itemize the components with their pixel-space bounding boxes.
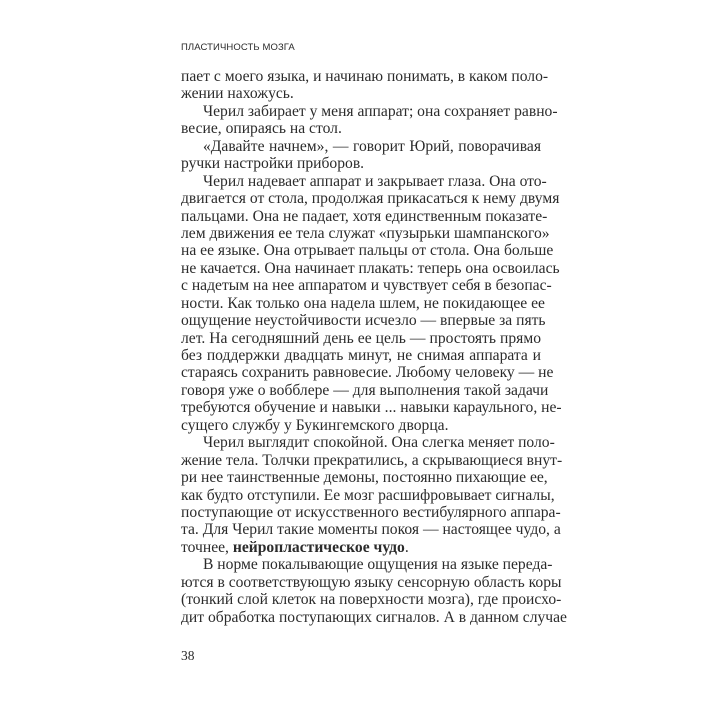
text-line: ощущение неустойчивости исчезло — впервые за пять	[181, 312, 546, 330]
text-line: ри нее таинственные демоны, постоянно пихающие ее,	[181, 469, 548, 487]
text-line: Черил забирает у меня аппарат; она сохраняет равно-	[203, 102, 558, 120]
text-line: как будто отступили. Ее мозг расшифровывает сигналы,	[181, 486, 555, 504]
text-line: ности. Как только она надела шлем, не покидающее ее	[181, 294, 545, 312]
text-line: (тонкий слой клеток на поверхности мозга), где происхо-	[181, 591, 562, 609]
body-text	[181, 68, 567, 626]
page-number: 38	[181, 648, 195, 663]
text-line-with-bold	[181, 539, 541, 556]
text-line: лет. На сегодняшний день ее цель — простоять прямо	[181, 329, 541, 347]
text-segment: .	[404, 538, 409, 556]
text-segment: точнее,	[181, 538, 233, 556]
text-line: лем движения ее тела служат «пузырьки шампанского»	[181, 224, 550, 242]
text-line: с надетым на нее аппаратом и чувствует себя в безопас-	[181, 277, 552, 295]
text-line: требуются обучение и навыки ... навыки караульного, не-	[181, 399, 562, 417]
text-line: та. Для Черил такие моменты покоя — настоящее чудо, а	[181, 521, 561, 539]
text-line: Черил надевает аппарат и закрывает глаза. Она ото-	[203, 172, 547, 190]
text-line: стараясь сохранить равновесие. Любому человеку — не	[181, 364, 554, 382]
text-line: пальцами. Она не падает, хотя единственным показате-	[181, 207, 548, 225]
text-line: сущего службу у Букингемского дворца.	[181, 416, 449, 434]
text-line: дит обработка поступающих сигналов. А в данном случае	[181, 608, 567, 626]
text-line: жение тела. Толчки прекратились, а скрывающиеся внут-	[181, 451, 563, 469]
text-line: без поддержки двадцать минут, не снимая аппарата и	[181, 347, 541, 364]
text-line: В норме покалывающие ощущения на языке переда-	[203, 556, 553, 574]
text-line: жении нахожусь.	[181, 85, 294, 103]
bold-term: нейропластическое чудо	[232, 538, 405, 556]
text-line: ются в соответствующую языку сенсорную область коры	[181, 573, 562, 591]
text-line: говоря уже о вобблере — для выполнения такой задачи	[181, 381, 549, 399]
text-line: Черил выглядит спокойной. Она слегка меняет поло-	[203, 434, 555, 452]
text-line: на ее языке. Она отрывает пальцы от стола. Она больше	[181, 242, 554, 260]
running-head: ПЛАСТИЧНОСТЬ МОЗГА	[181, 42, 295, 53]
text-line: поступающие от искусственного вестибулярного аппара-	[181, 503, 561, 521]
text-line: ручки настройки приборов.	[181, 155, 365, 173]
text-line: весие, опираясь на стол.	[181, 120, 342, 138]
text-line: пает с моего языка, и начинаю понимать, в каком поло-	[181, 68, 549, 85]
text-line: «Давайте начнем», — говорит Юрий, поворачивая	[203, 137, 541, 155]
text-line: двигается от стола, продолжая прикасаться к нему двумя	[181, 190, 560, 208]
text-line: не качается. Она начинает плакать: теперь она освоилась	[181, 259, 560, 277]
